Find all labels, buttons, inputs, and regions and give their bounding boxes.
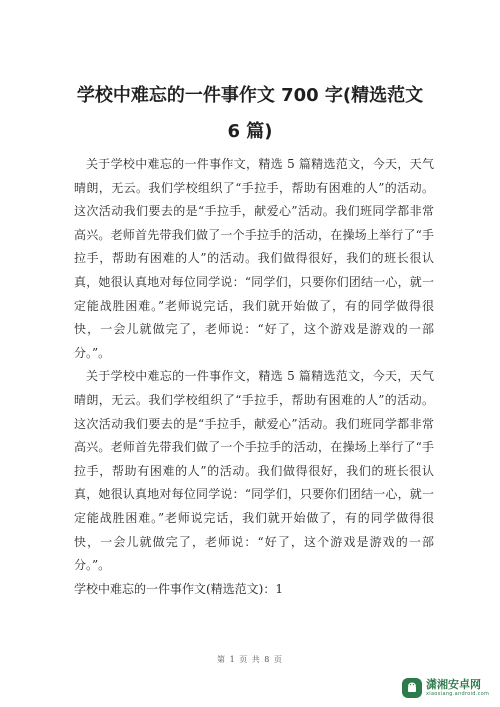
android-badge-icon xyxy=(402,678,422,698)
paragraph-line: 快，一会儿就做完了，老师说：“好了，这个游戏是游戏的一部 xyxy=(74,534,434,549)
paragraph-line: 拉手，帮助有困难的人”的活动。我们做得很好，我们的班长很认 xyxy=(74,463,434,478)
paragraph-line: 拉手，帮助有困难的人”的活动。我们做得很好，我们的班长很认 xyxy=(74,251,434,266)
paragraph-line: 分。”。 xyxy=(74,558,111,573)
paragraph-line: 关于学校中难忘的一件事作文，精选 5 篇精选范文，今天，天气 xyxy=(86,157,434,171)
paragraph-1 xyxy=(74,153,434,365)
paragraph-2 xyxy=(74,365,434,577)
paragraph-line: 这次活动我们要去的是“手拉手，献爱心”活动。我们班同学都非常 xyxy=(74,416,434,431)
site-watermark xyxy=(402,675,494,701)
paragraph-line: 晴朗，无云。我们学校组织了“手拉手，帮助有困难的人”的活动。 xyxy=(74,180,434,195)
section-heading: 学校中难忘的一件事作文(精选范文)：1 xyxy=(74,581,283,596)
paragraph-line: 快，一会儿就做完了，老师说：“好了，这个游戏是游戏的一部 xyxy=(74,322,434,337)
paragraph-line: 这次活动我们要去的是“手拉手，献爱心”活动。我们班同学都非常 xyxy=(74,204,434,219)
paragraph-line: 定能战胜困难。”老师说完话，我们就开始做了，有的同学做得很 xyxy=(74,510,434,525)
page-footer: 第 1 页 共 8 页 xyxy=(217,655,283,664)
document-body xyxy=(74,153,434,601)
title-line-2: 6 篇) xyxy=(227,121,273,142)
paragraph-line: 关于学校中难忘的一件事作文，精选 5 篇精选范文，今天，天气 xyxy=(86,369,434,384)
paragraph-line: 高兴。老师首先带我们做了一个手拉手的活动，在操场上举行了“手 xyxy=(74,440,434,455)
paragraph-line: 晴朗，无云。我们学校组织了“手拉手，帮助有困难的人”的活动。 xyxy=(74,392,434,407)
paragraph-line: 定能战胜困难。”老师说完话，我们就开始做了，有的同学做得很 xyxy=(74,298,434,313)
paragraph-line: 真，她很认真地对每位同学说：“同学们，只要你们团结一心，就一 xyxy=(74,487,434,502)
watermark-name: 潇湘安卓网 xyxy=(426,678,481,691)
paragraph-line: 真，她很认真地对每位同学说：“同学们，只要你们团结一心，就一 xyxy=(74,274,434,289)
paragraph-line: 分。”。 xyxy=(74,345,111,360)
document-title xyxy=(40,78,460,150)
title-line-1: 学校中难忘的一件事作文 700 字(精选范文 xyxy=(76,85,424,106)
paragraph-line: 高兴。老师首先带我们做了一个手拉手的活动，在操场上举行了“手 xyxy=(74,227,434,242)
watermark-sub: xiaoxiang.android.com xyxy=(426,691,490,697)
